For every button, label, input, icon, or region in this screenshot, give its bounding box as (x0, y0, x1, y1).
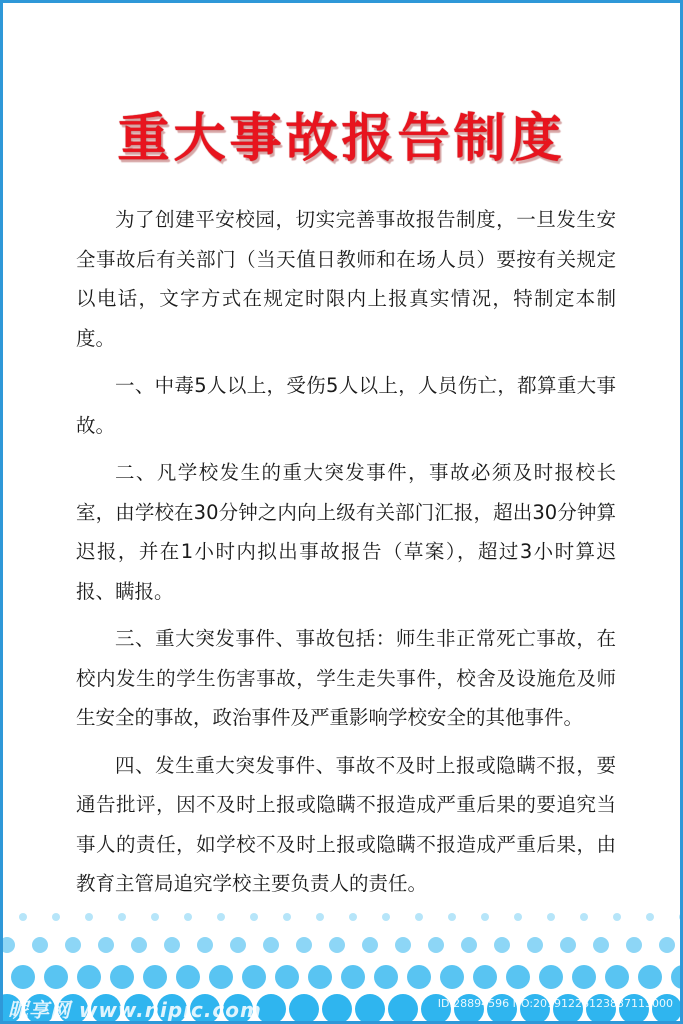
regulation-body (76, 200, 616, 912)
halftone-dot (316, 913, 324, 921)
halftone-dot (308, 965, 332, 989)
halftone-dot (659, 937, 675, 953)
halftone-dot (77, 965, 101, 989)
halftone-dot (355, 994, 385, 1024)
halftone-dot (572, 965, 596, 989)
watermark-id: ID:28894596 NO:20191226123837113000 (437, 997, 673, 1010)
halftone-dot (580, 913, 588, 921)
halftone-dot (85, 913, 93, 921)
watermark-logo: 昵享网 www.nipic.com (8, 998, 262, 1022)
halftone-dot (448, 913, 456, 921)
halftone-dot (65, 937, 81, 953)
halftone-dot (547, 913, 555, 921)
halftone-dot (250, 913, 258, 921)
halftone-dot (296, 937, 312, 953)
halftone-dot (679, 913, 683, 921)
halftone-dot (388, 994, 418, 1024)
halftone-dot (118, 913, 126, 921)
halftone-dot (164, 937, 180, 953)
halftone-dot (242, 965, 266, 989)
halftone-dot (143, 965, 167, 989)
clause-4: 四、发生重大突发事件、事故不及时上报或隐瞒不报，要通告批评，因不及时上报或隐瞒不报造成严重后果的要追究当事人的责任，如学校不及时上报或隐瞒不报造成严重后果，由教育主管局追究学校主要负责人的责任。 (76, 753, 616, 895)
halftone-dot (374, 965, 398, 989)
halftone-dot (527, 937, 543, 953)
halftone-dot (131, 937, 147, 953)
halftone-dot (506, 965, 530, 989)
clause-1: 一、中毒5人以上，受伤5人以上，人员伤亡，都算重大事故。 (76, 374, 616, 437)
halftone-dot (382, 913, 390, 921)
halftone-dot (407, 965, 431, 989)
halftone-dot (440, 965, 464, 989)
halftone-dot (11, 965, 35, 989)
halftone-dot (32, 937, 48, 953)
halftone-dot (560, 937, 576, 953)
halftone-dot (209, 965, 233, 989)
halftone-dot (283, 913, 291, 921)
halftone-dot (289, 994, 319, 1024)
halftone-dot (329, 937, 345, 953)
halftone-dot (217, 913, 225, 921)
halftone-dot (349, 913, 357, 921)
halftone-dot (184, 913, 192, 921)
halftone-dot (322, 994, 352, 1024)
halftone-dot (52, 913, 60, 921)
halftone-dot (428, 937, 444, 953)
halftone-dot (461, 937, 477, 953)
halftone-dot (605, 965, 629, 989)
halftone-dot (539, 965, 563, 989)
clause-2: 二、凡学校发生的重大突发事件，事故必须及时报校长室，由学校在30分钟之内向上级有关部门汇报，超出30分钟算迟报，并在1小时内拟出事故报告（草案），超过3小时算迟报、瞒报。 (76, 461, 616, 603)
halftone-dot (275, 965, 299, 989)
halftone-dot (638, 965, 662, 989)
halftone-dot (98, 937, 114, 953)
halftone-dot (176, 965, 200, 989)
halftone-dot (395, 937, 411, 953)
halftone-dot (626, 937, 642, 953)
halftone-dot (19, 913, 27, 921)
halftone-dot (613, 913, 621, 921)
halftone-dot (0, 937, 15, 953)
halftone-dot (671, 965, 683, 989)
halftone-dot (0, 965, 2, 989)
clause-3: 三、重大突发事件、事故包括：师生非正常死亡事故，在校内发生的学生伤害事故，学生走失事件，校舍及设施危及师生安全的事故，政治事件及严重影响学校安全的其他事件。 (76, 627, 616, 729)
halftone-dot (197, 937, 213, 953)
halftone-dot (514, 913, 522, 921)
halftone-dot (230, 937, 246, 953)
halftone-dot (341, 965, 365, 989)
halftone-dot (593, 937, 609, 953)
halftone-dot (473, 965, 497, 989)
halftone-dot (646, 913, 654, 921)
page-title: 重大事故报告制度 (117, 108, 566, 169)
halftone-dot (110, 965, 134, 989)
intro-paragraph: 为了创建平安校园，切实完善事故报告制度，一旦发生安全事故后有关部门（当天值日教师和在场人员）要按有关规定以电话，文字方式在规定时限内上报真实情况，特制定本制度。 (76, 208, 616, 350)
halftone-dot (494, 937, 510, 953)
halftone-dot (481, 913, 489, 921)
halftone-dot (151, 913, 159, 921)
halftone-dot (362, 937, 378, 953)
halftone-dot (415, 913, 423, 921)
halftone-dot (263, 937, 279, 953)
halftone-dot (44, 965, 68, 989)
